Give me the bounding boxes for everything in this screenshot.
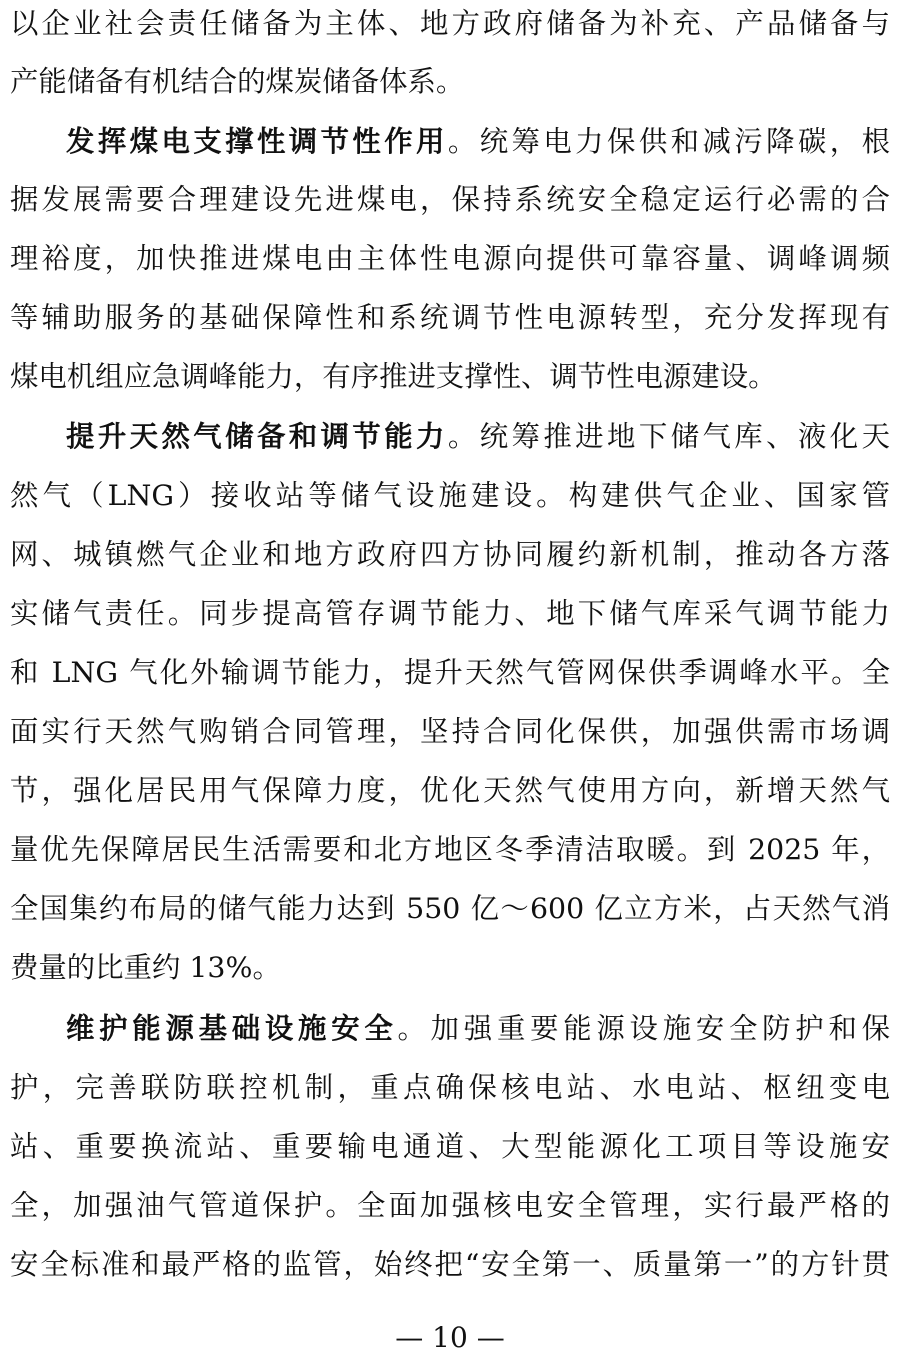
text-line-7: 煤电机组应急调峰能力，有序推进支撑性、调节性电源建设。 [10, 360, 777, 393]
text-line-19: 护，完善联防联控机制，重点确保核电站、水电站、枢纽变电 [10, 1071, 890, 1104]
paragraph-coal-power-line-1: 发挥煤电支撑性调节性作用。统筹电力保供和减污降碳，根 [66, 125, 890, 158]
text-line-2: 产能储备有机结合的煤炭储备体系。 [10, 65, 465, 98]
text-line-20: 站、重要换流站、重要输电通道、大型能源化工项目等设施安 [10, 1130, 890, 1163]
text-line-14: 节，强化居民用气保障力度，优化天然气使用方向，新增天然气 [10, 774, 890, 807]
text-line-16: 全国集约布局的储气能力达到 550 亿～600 亿立方米，占天然气消 [10, 892, 890, 925]
text-line-4: 据发展需要合理建设先进煤电，保持系统安全稳定运行必需的合 [10, 183, 890, 216]
text-line-17: 费量的比重约 13%。 [10, 951, 281, 984]
paragraph-infrastructure-line-1: 维护能源基础设施安全。加强重要能源设施安全防护和保 [66, 1012, 890, 1045]
text-line-12: 和 LNG 气化外输调节能力，提升天然气管网保供季调峰水平。全 [10, 656, 890, 689]
text-line-1: 以企业社会责任储备为主体、地方政府储备为补充、产品储备与 [10, 7, 890, 40]
text-line-22: 安全标准和最严格的监管，始终把“安全第一、质量第一”的方针贯 [10, 1248, 890, 1281]
text-line-21: 全，加强油气管道保护。全面加强核电安全管理，实行最严格的 [10, 1189, 890, 1222]
paragraph-heading: 维护能源基础设施安全 [66, 1012, 398, 1045]
text-line-6: 等辅助服务的基础保障性和系统调节性电源转型，充分发挥现有 [10, 301, 890, 334]
paragraph-heading: 提升天然气储备和调节能力 [66, 420, 448, 453]
text-line-13: 面实行天然气购销合同管理，坚持合同化保供，加强供需市场调 [10, 715, 890, 748]
text-line-15: 量优先保障居民生活需要和北方地区冬季清洁取暖。到 2025 年， [10, 833, 890, 866]
text-line-9: 然气（LNG）接收站等储气设施建设。构建供气企业、国家管 [10, 479, 890, 512]
paragraph-natural-gas-line-1: 提升天然气储备和调节能力。统筹推进地下储气库、液化天 [66, 420, 890, 453]
text-line-10: 网、城镇燃气企业和地方政府四方协同履约新机制，推动各方落 [10, 538, 890, 571]
paragraph-heading: 发挥煤电支撑性调节性作用 [66, 125, 448, 158]
page-number: — 10 — [395, 1321, 505, 1354]
text-line-11: 实储气责任。同步提高管存调节能力、地下储气库采气调节能力 [10, 597, 890, 630]
text-line-5: 理裕度，加快推进煤电由主体性电源向提供可靠容量、调峰调频 [10, 242, 890, 275]
